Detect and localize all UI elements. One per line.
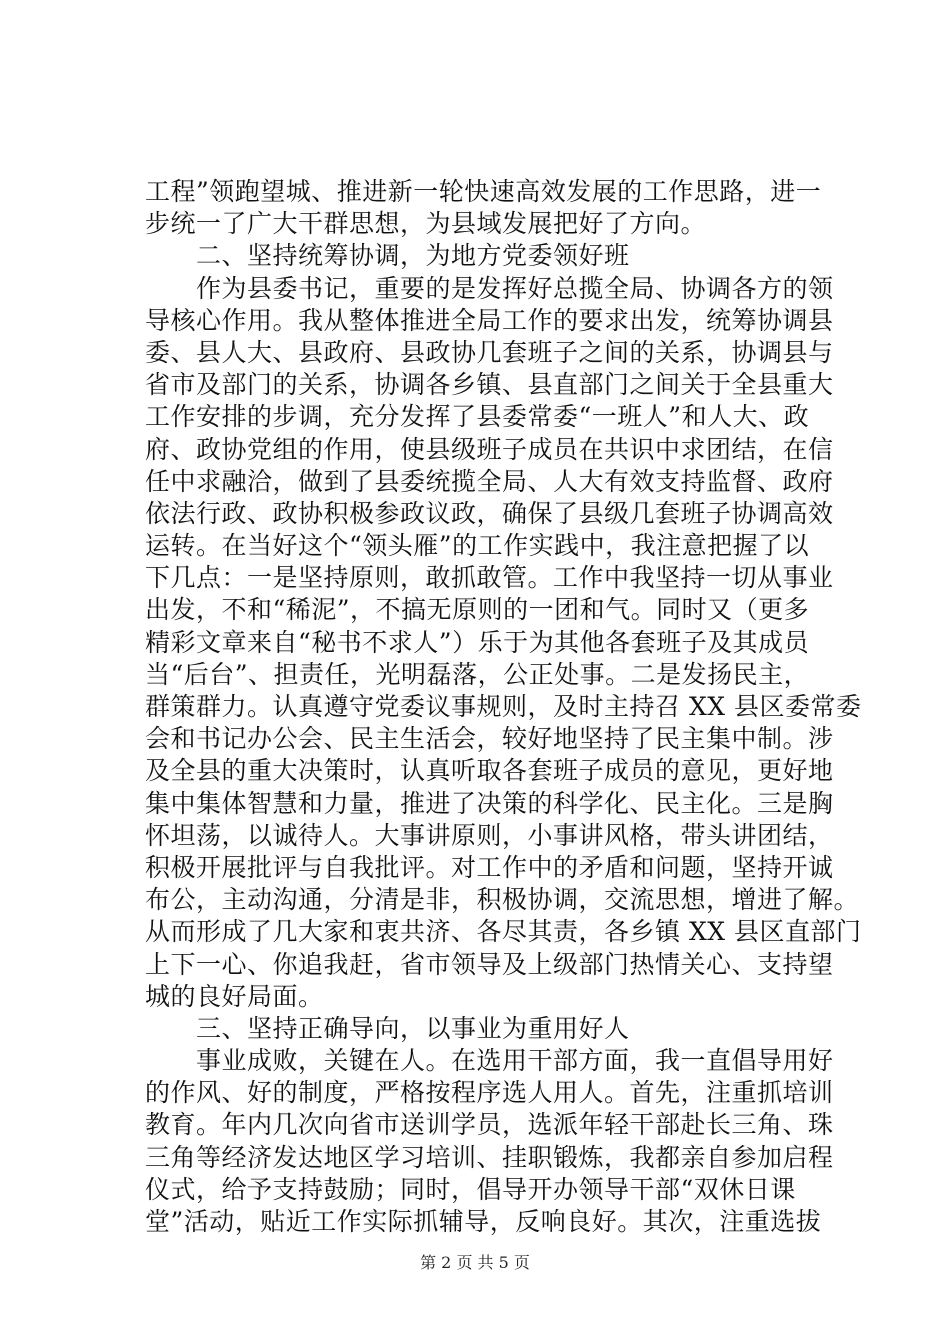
text-line: 集中集体智慧和力量，推进了决策的科学化、民主化。三是胸 [145, 788, 834, 818]
text-line: 委、县人大、县政府、县政协几套班子之间的关系，协调县与 [145, 337, 834, 367]
section-heading: 三、坚持正确导向，以事业为重用好人 [145, 1013, 630, 1043]
text-line: 作为县委书记，重要的是发挥好总揽全局、协调各方的领 [145, 273, 834, 303]
text-line: 精彩文章来自“秘书不求人”）乐于为其他各套班子及其成员 [145, 627, 810, 657]
text-line: 的作风、好的制度，严格按程序选人用人。首先，注重抓培训 [145, 1078, 834, 1108]
document-body [145, 176, 862, 1238]
text-line: 三角等经济发达地区学习培训、挂职锻炼，我都亲自参加启程 [145, 1142, 834, 1172]
text-line: 依法行政、政协积极参政议政，确保了县级几套班子协调高效 [145, 498, 834, 528]
text-line: 下几点：一是坚持原则，敢抓敢管。工作中我坚持一切从事业 [145, 563, 834, 593]
text-line: 教育。年内几次向省市送训学员，选派年轻干部赴长三角、珠 [145, 1110, 834, 1140]
text-line: 运转。在当好这个“领头雁”的工作实践中，我注意把握了以 [145, 531, 810, 561]
text-line: 出发，不和“稀泥”，不搞无原则的一团和气。同时又（更多 [145, 595, 810, 625]
text-line: 省市及部门的关系，协调各乡镇、县直部门之间关于全县重大 [145, 370, 834, 400]
text-line: 工程”领跑望城、推进新一轮快速高效发展的工作思路，进一 [145, 177, 822, 206]
text-line: 群策群力。认真遵守党委议事规则，及时主持召 XX 县区委常委 [145, 692, 862, 721]
text-line: 及全县的重大决策时，认真听取各套班子成员的意见，更好地 [145, 756, 834, 786]
text-line: 当“后台”、担责任，光明磊落，公正处事。二是发扬民主， [145, 659, 810, 689]
text-line: 城的良好局面。 [145, 981, 324, 1011]
text-line: 积极开展批评与自我批评。对工作中的矛盾和问题，坚持开诚 [145, 852, 834, 882]
text-line: 府、政协党组的作用，使县级班子成员在共识中求团结，在信 [145, 434, 834, 464]
text-line: 会和书记办公会、民主生活会，较好地坚持了民主集中制。涉 [145, 724, 834, 754]
section-heading: 二、坚持统筹协调，为地方党委领好班 [145, 241, 630, 271]
text-line: 怀坦荡，以诚待人。大事讲原则，小事讲风格，带头讲团结， [145, 820, 834, 850]
text-line: 事业成败，关键在人。在选用干部方面，我一直倡导用好 [145, 1046, 834, 1076]
text-line: 工作安排的步调，充分发挥了县委常委“一班人”和人大、政 [145, 402, 810, 432]
text-line: 仪式，给予支持鼓励；同时，倡导开办领导干部“双休日课 [145, 1174, 796, 1204]
page-number-footer: 第 2 页 共 5 页 [420, 1253, 530, 1272]
text-line: 布公，主动沟通，分清是非，积极协调，交流思想，增进了解。 [145, 885, 860, 915]
text-line: 堂”活动，贴近工作实际抓辅导，反响良好。其次，注重选拔 [145, 1207, 822, 1236]
text-line: 步统一了广大干群思想，为县域发展把好了方向。 [145, 209, 707, 239]
text-line: 任中求融洽，做到了县委统揽全局、人大有效支持监督、政府 [145, 466, 834, 496]
text-line: 导核心作用。我从整体推进全局工作的要求出发，统筹协调县 [145, 305, 834, 335]
text-line: 从而形成了几大家和衷共济、各尽其责，各乡镇 XX 县区直部门 [145, 917, 862, 947]
text-line: 上下一心、你追我赶，省市领导及上级部门热情关心、支持望 [145, 949, 834, 979]
